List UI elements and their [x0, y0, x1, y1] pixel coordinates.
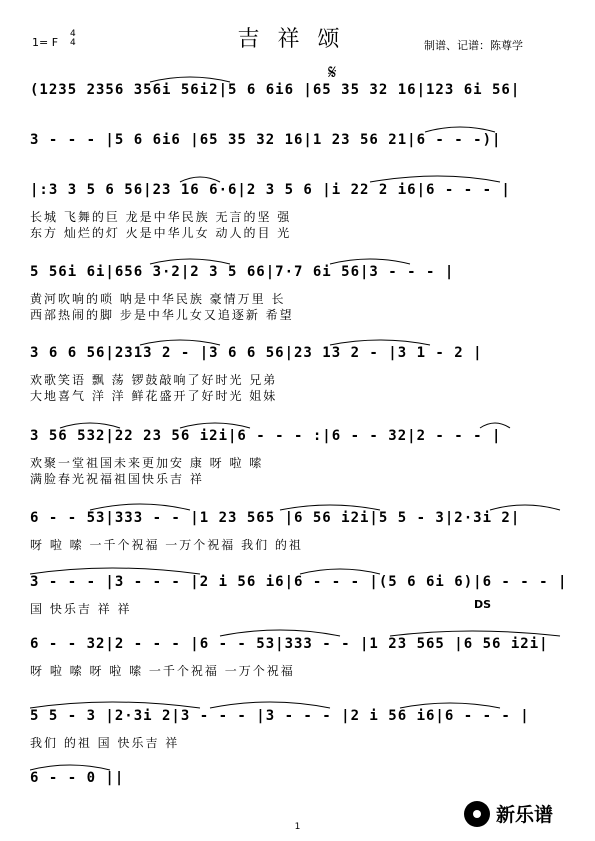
ds-mark: DS	[474, 598, 492, 611]
notation-line: 5 56i 6i|656 3·2|2 3 5 66|7·7 6i 56|3 - - - |	[30, 264, 455, 280]
lyrics-verse-1: 欢聚一堂祖国未来更加安 康 呀 啦 嗦	[30, 456, 264, 470]
lyrics-verse-1: 我们 的祖 国 快乐吉 祥	[30, 736, 180, 750]
lyrics-verse-1: 呀 啦 嗦 呀 啦 嗦 一千个祝福 一万个祝福	[30, 664, 295, 678]
notation-line: 6 - - 0 ||	[30, 770, 125, 786]
lyrics-verse-2: 东方 灿烂的灯 火是中华儿女 动人的目 光	[30, 226, 292, 240]
page-title: 吉祥颂	[237, 27, 358, 52]
lyrics-verse-1: 国 快乐吉 祥 祥	[30, 602, 132, 616]
notation-line: 5 5 - 3 |2·3i 2|3 - - - |3 - - - |2 i 56 i6|6 - - - |	[30, 708, 530, 724]
time-signature	[70, 30, 76, 48]
notation-line: 6 - - 32|2 - - - |6 - - 53|333 - - |1 23 565 |6 56 i2i|	[30, 636, 549, 652]
lyrics-verse-1: 呀 啦 嗦 一千个祝福 一万个祝福 我们 的祖	[30, 538, 303, 552]
meter-bottom: 4	[70, 38, 76, 48]
site-logo	[464, 800, 553, 827]
lyrics-verse-1: 长城 飞舞的巨 龙是中华民族 无言的坚 强	[30, 210, 292, 224]
notation-line: 3 - - - |3 - - - |2 i 56 i6|6 - - - |(5 6 6i 6)|6 - - - |	[30, 574, 568, 590]
credit-line: 制谱、记谱：陈尊学	[424, 39, 523, 52]
notation-line: 3 56 532|22 23 56 i2i|6 - - - :|6 - - 32|2 - - - |	[30, 428, 502, 444]
lyrics-verse-1: 黄河吹响的唢 呐是中华民族 豪情万里 长	[30, 292, 286, 306]
page-number: 1	[294, 822, 301, 832]
lyrics-verse-2: 大地喜气 洋 洋 鲜花盛开了好时光 姐妹	[30, 389, 278, 403]
lyrics-verse-2: 满脸春光祝福祖国快乐吉 祥	[30, 472, 204, 486]
notation-line: (1235 2356 356i 56i2|5 6 6i6 |65 35 32 16|123 6i 56|	[30, 82, 521, 98]
notation-line: 3 - - - |5 6 6i6 |65 35 32 16|1 23 56 21|6 - - -)|	[30, 132, 502, 148]
meter-top: 4	[70, 29, 76, 39]
record-disc-icon	[464, 801, 490, 827]
notation-line: |:3 3 5 6 56|23 16 6·6|2 3 5 6 |i 22 2 i6|6 - - - |	[30, 182, 511, 198]
lyrics-verse-2: 西部热闹的脚 步是中华儿女又追逐新 希望	[30, 308, 294, 322]
lyrics-verse-1: 欢歌笑语 飘 荡 锣鼓敲响了好时光 兄弟	[30, 373, 278, 387]
notation-line: 3 6 6 56|2313 2 - |3 6 6 56|23 13 2 - |3 1 - 2 |	[30, 345, 483, 361]
logo-text: 新乐谱	[496, 804, 554, 826]
segno-mark: 𝄋	[328, 60, 337, 84]
key-signature: 1= F	[32, 36, 59, 49]
notation-line: 6 - - 53|333 - - |1 23 565 |6 56 i2i|5 5 - 3|2·3i 2|	[30, 510, 521, 526]
